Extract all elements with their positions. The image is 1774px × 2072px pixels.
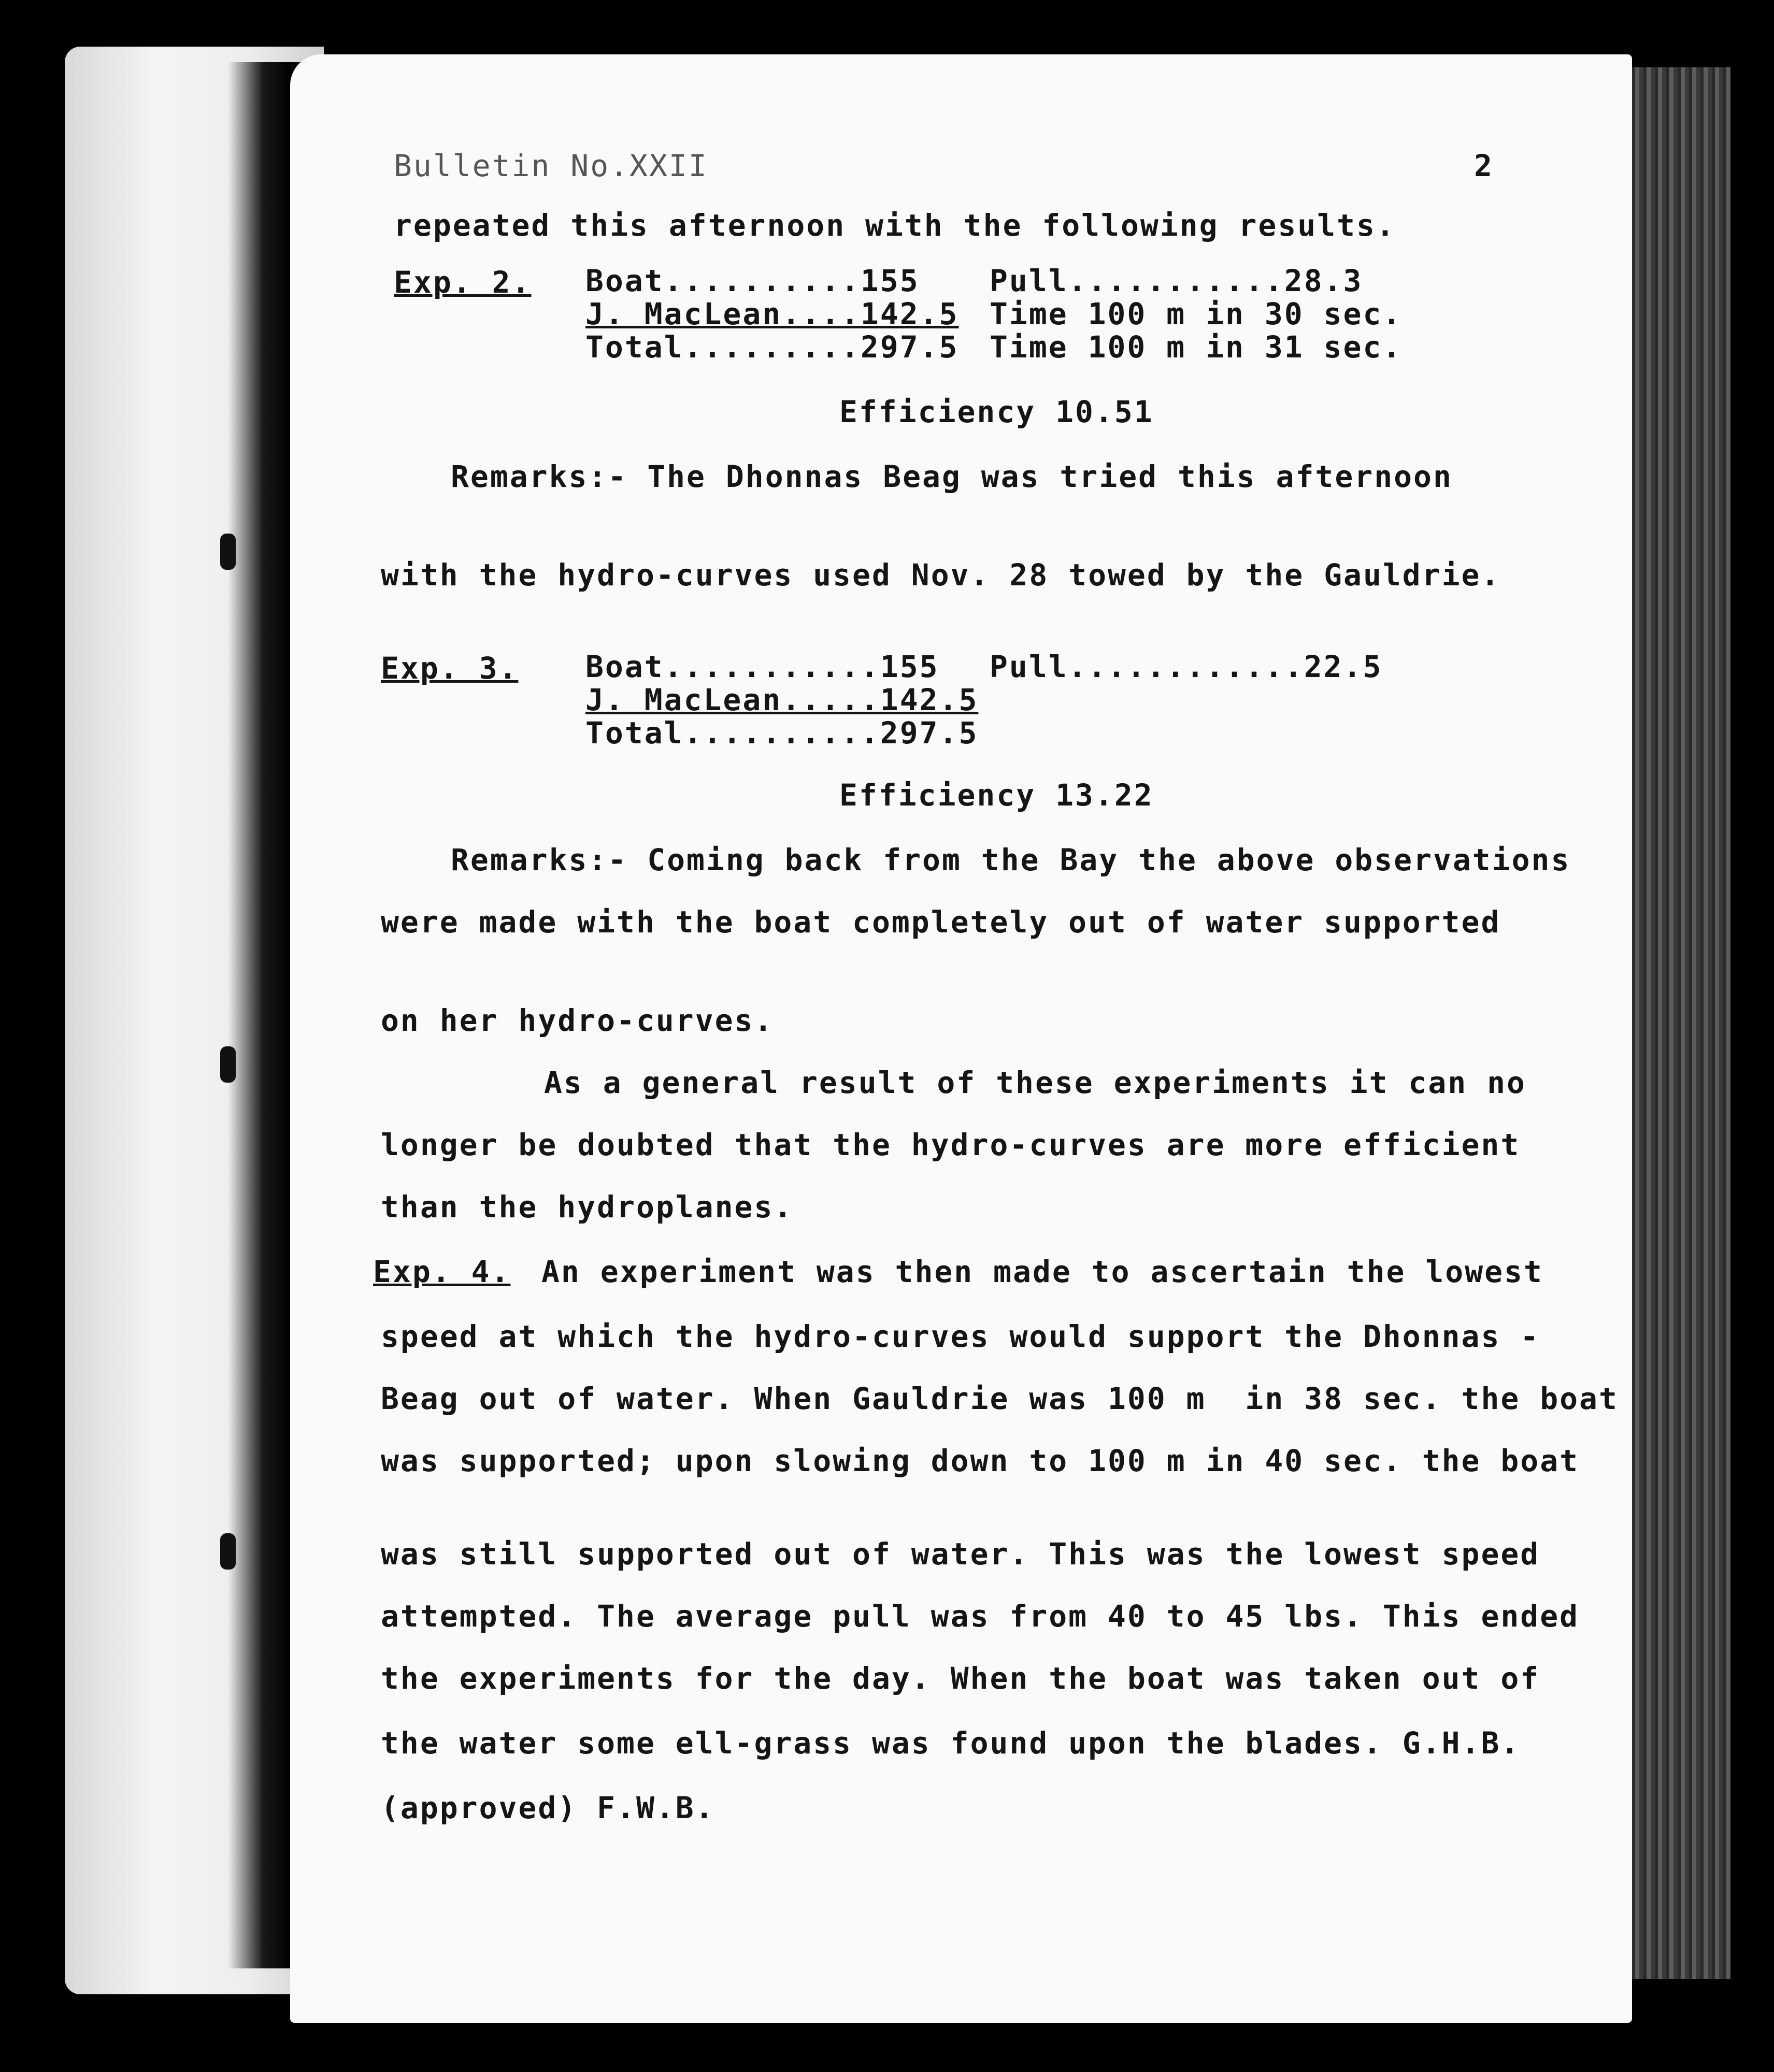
exp2-pull: Pull...........28.3 bbox=[990, 263, 1363, 298]
exp4-line-4: was supported; upon slowing down to 100 m in 40 sec. the boat bbox=[381, 1443, 1580, 1478]
page-number: 2 bbox=[1474, 148, 1494, 183]
exp2-label: Exp. 2. bbox=[394, 265, 532, 300]
exp2-time-1: Time 100 m in 30 sec. bbox=[990, 296, 1403, 332]
exp4-line-5: was still supported out of water. This was the lowest speed bbox=[381, 1536, 1540, 1572]
exp2-remarks-1: Remarks:- The Dhonnas Beag was tried this afternoon bbox=[451, 459, 1453, 494]
exp2-efficiency: Efficiency 10.51 bbox=[839, 394, 1154, 429]
exp3-pull: Pull............22.5 bbox=[990, 649, 1383, 684]
exp3-remarks-1: Remarks:- Coming back from the Bay the above observations bbox=[451, 842, 1571, 877]
intro-line: repeated this afternoon with the following results. bbox=[394, 208, 1396, 243]
exp3-row-total: Total..........297.5 bbox=[585, 715, 979, 751]
general-1: As a general result of these experiments it can no bbox=[544, 1065, 1526, 1100]
bulletin-header: Bulletin No.XXII bbox=[394, 148, 708, 183]
exp4-line-1: An experiment was then made to ascertain the lowest bbox=[541, 1254, 1543, 1289]
exp4-line-7: the experiments for the day. When the boat was taken out of bbox=[381, 1661, 1540, 1696]
exp2-remarks-2: with the hydro-curves used Nov. 28 towed by the Gauldrie. bbox=[381, 557, 1501, 593]
exp2-row-maclean: J. MacLean....142.5 bbox=[585, 296, 959, 332]
general-2: longer be doubted that the hydro-curves are more efficient bbox=[381, 1127, 1521, 1162]
exp3-row-boat: Boat...........155 bbox=[585, 649, 939, 684]
exp4-label: Exp. 4. bbox=[373, 1254, 511, 1289]
exp3-row-maclean: J. MacLean.....142.5 bbox=[585, 682, 979, 717]
exp4-line-2: speed at which the hydro-curves would support the Dhonnas - bbox=[381, 1319, 1540, 1354]
exp3-remarks-3: on her hydro-curves. bbox=[381, 1003, 774, 1038]
exp2-time-2: Time 100 m in 31 sec. bbox=[990, 329, 1403, 365]
exp3-remarks-2: were made with the boat completely out of water supported bbox=[381, 904, 1501, 940]
exp4-line-3: Beag out of water. When Gauldrie was 100 m in 38 sec. the boat bbox=[381, 1381, 1619, 1416]
general-3: than the hydroplanes. bbox=[381, 1189, 794, 1225]
exp4-line-9: (approved) F.W.B. bbox=[381, 1790, 715, 1825]
exp4-line-8: the water some ell-grass was found upon the blades. G.H.B. bbox=[381, 1725, 1521, 1761]
exp4-line-6: attempted. The average pull was from 40 to 45 lbs. This ended bbox=[381, 1599, 1580, 1634]
exp3-efficiency: Efficiency 13.22 bbox=[839, 778, 1154, 813]
exp2-row-total: Total.........297.5 bbox=[585, 329, 959, 365]
exp2-row-boat: Boat..........155 bbox=[585, 263, 920, 298]
exp3-label: Exp. 3. bbox=[381, 651, 519, 686]
